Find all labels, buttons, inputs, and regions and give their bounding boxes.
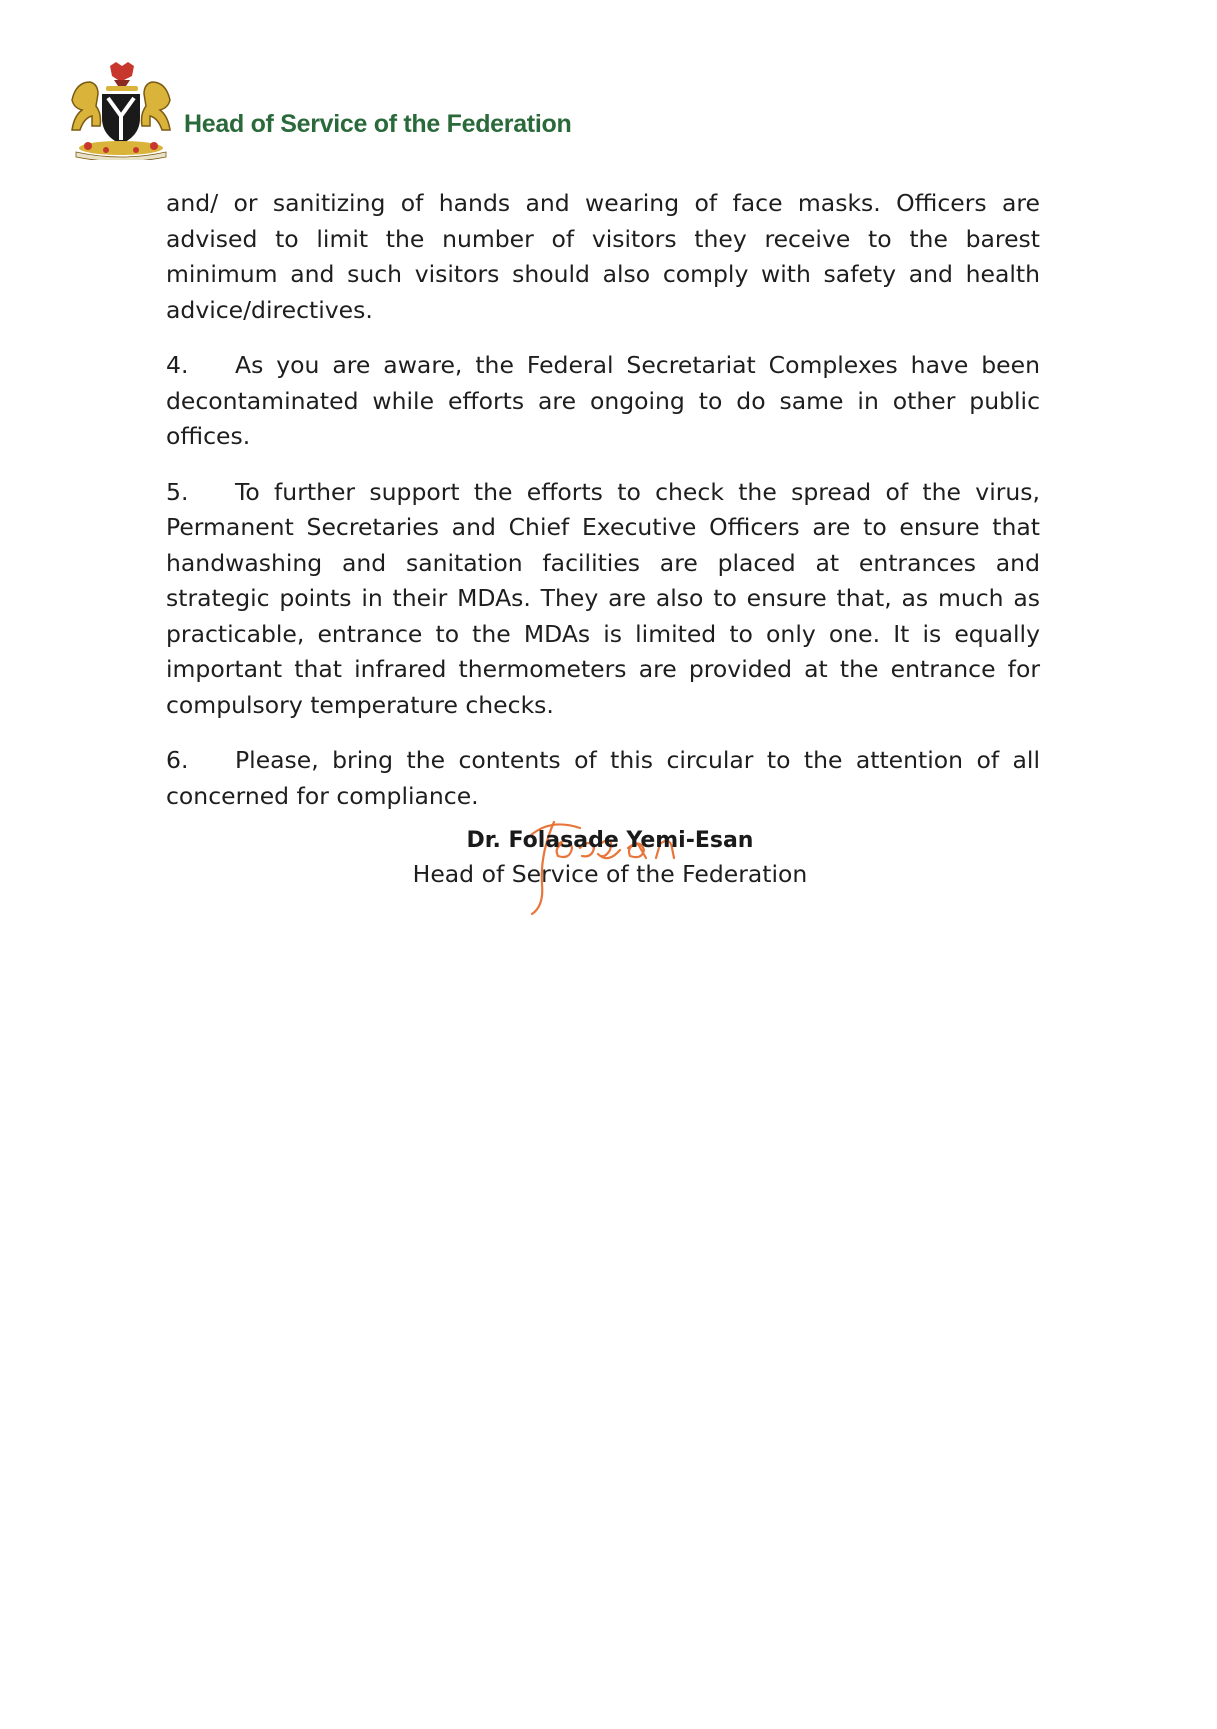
paragraph-number: 4. [166,351,189,379]
paragraph-text: To further support the efforts to check the spread of the virus, Permanent Secretaries and Chief Executive Officers are to ensure that handwashing and sanitation facilities are placed at entrances and strategic points in their MDAs. They are also to ensure that, as much as practicable, entrance to the MDAs is limited to only one. It is equally important that infrared thermometers are provided at the entrance for compulsory temperature checks. [166,477,1040,719]
circular-body [166,186,1040,834]
paragraph-continued: and/ or sanitizing of hands and wearing of face masks. Officers are advised to limit the number of visitors they receive to the barest minimum and such visitors should also comply with safety and health advice/directives. [166,189,1040,324]
org-name: Head of Service of the Federation [184,110,572,138]
signatory-name: Dr. Folasade Yemi-Esan [466,828,754,853]
paragraph-text: Please, bring the contents of this circular to the attention of all concerned for compliance. [166,746,1040,810]
paragraph-6 [166,743,1040,814]
signature-block [360,824,860,890]
nigeria-coat-of-arms-icon [62,60,180,160]
paragraph-text: As you are aware, the Federal Secretariat Complexes have been decontaminated while efforts are ongoing to do same in other public offices. [166,351,1040,450]
paragraph-number: 6. [166,746,189,774]
paragraph-5 [166,475,1040,724]
letterhead [62,60,582,170]
signatory-title: Head of Service of the Federation [412,860,808,888]
paragraph-number: 5. [166,477,189,506]
paragraph-4 [166,348,1040,455]
